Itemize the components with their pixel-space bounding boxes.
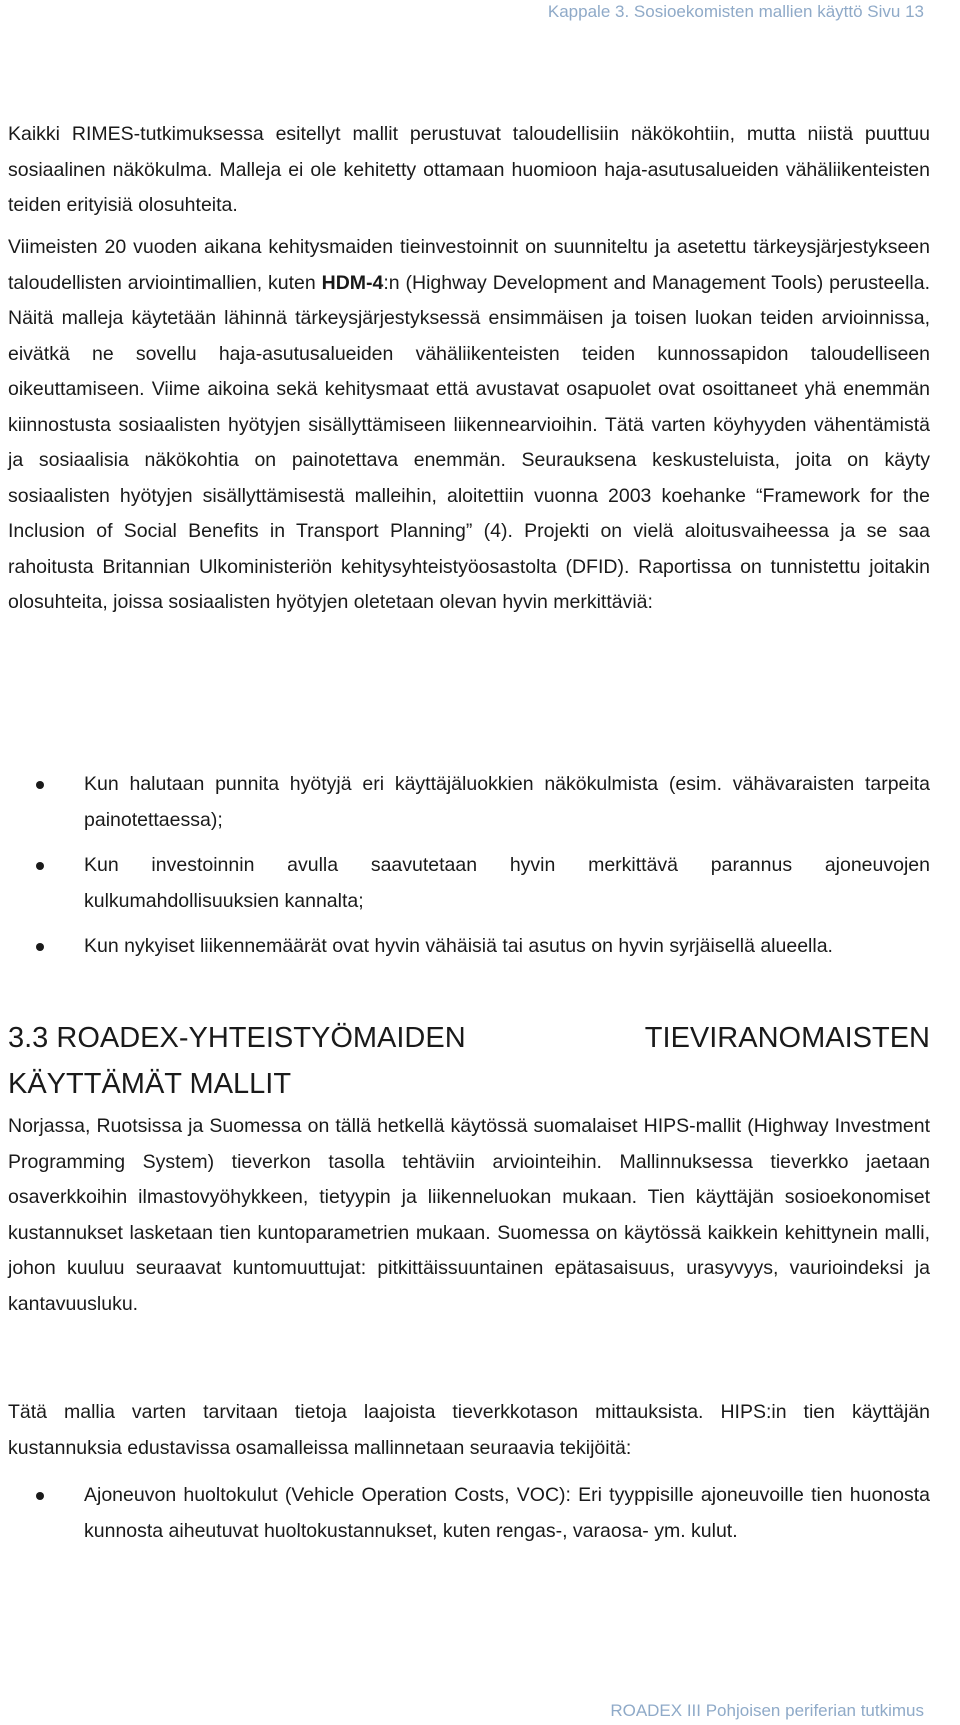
section-heading-part: TIEVIRANOMAISTEN xyxy=(644,1022,930,1054)
list-item: Ajoneuvon huoltokulut (Vehicle Operation Costs, VOC): Eri tyyppisille ajoneuvoille tien huonosta kunnosta aiheutuvat huoltokustannukset, kuten rengas-, varaosa- ym. kulut. xyxy=(8,1478,930,1549)
bullet-icon xyxy=(36,862,44,870)
running-header: Kappale 3. Sosioekomisten mallien käyttö Sivu 13 xyxy=(547,2,924,21)
paragraph-text-after: :n (Highway Development and Management Tools) perusteella. Näitä malleja käytetään lähinnä tärkeysjärjestyksessä ensimmäisen ja toisen luokan teiden arvioinnissa, eivätkä ne sovellu haja-asutusalueiden vähäliikenteisten teiden kunnossapidon taloudelliseen oikeuttamiseen. Viime aikoina sekä kehitysmaat että avustavat osapuolet ovat osoittaneet yhä enemmän kiinnostusta sosiaalisten hyötyjen sisällyttämiseen liikennearvioihin. Tätä varten köyhyyden vähentämistä ja sosiaalisia näkökohtia on painotettava enemmän. Seurauksena keskusteluista, joita on käyty sosiaalisten hyötyjen sisällyttämisestä malleihin, aloitettiin vuonna 2003 koehanke “Framework for the Inclusion of Social Benefits in Transport Planning” (4). Projekti on vielä aloitusvaiheessa ja se saa rahoitusta Britannian Ulkoministeriön kehitysyhteistyöosastolta (DFID). Raportissa on tunnistettu joitakin olosuhteita, joissa sosiaalisten hyötyjen oletetaan olevan hyvin merkittäviä: xyxy=(8,271,930,613)
paragraph-hips xyxy=(8,1109,930,1322)
bullet-icon xyxy=(36,1492,44,1500)
bullet-list-cost-factors xyxy=(8,1478,930,1559)
hdm4-term: HDM-4 xyxy=(321,271,384,294)
list-item: Kun investoinnin avulla saavutetaan hyvin merkittävä parannus ajoneuvojen kulkumahdollisuuksien kannalta; xyxy=(8,848,930,919)
paragraph-hdm4 xyxy=(8,230,930,621)
bullet-icon xyxy=(36,943,44,951)
section-heading-part: 3.3 ROADEX-YHTEISTYÖMAIDEN xyxy=(8,1022,466,1054)
section-heading-line2: KÄYTTÄMÄT MALLIT xyxy=(8,1068,292,1100)
paragraph-text-before: Viimeisten 20 vuoden aikana kehitysmaiden tieinvestoinnit on suunniteltu ja asetettu tärkeysjärjestykseen taloudellisten arviointimallien, kuten xyxy=(8,236,930,294)
running-footer: ROADEX III Pohjoisen periferian tutkimus xyxy=(610,1701,924,1720)
list-item: Kun halutaan punnita hyötyjä eri käyttäjäluokkien näkökulmista (esim. vähävaraisten tarpeita painotettaessa); xyxy=(8,767,930,838)
paragraph-text xyxy=(8,230,930,621)
paragraph-text: Norjassa, Ruotsissa ja Suomessa on tällä hetkellä käytössä suomalaiset HIPS-mallit (Highway Investment Programming System) tieverkon tasolla tehtäviin arviointeihin. Mallinnuksessa tieverkko jaetaan osaverkkoihin ilmastovyöhykkeen, tietyypin ja liikenneluokan mukaan. Tien käyttäjän sosioekonomiset kustannukset lasketaan tien kuntoparametrien mukaan. Suomessa on käytössä kaikkein kehittynein malli, johon kuuluu seuraavat kuntomuuttujat: pitkittäissuuntainen epätasaisuus, urasyvyys, vaurioindeksi ja kantavuusluku. xyxy=(8,1115,930,1315)
bullet-list-social-benefits xyxy=(8,767,930,975)
section-heading-line1 xyxy=(8,1015,930,1061)
paragraph-text: Kaikki RIMES-tutkimuksessa esitellyt mallit perustuvat taloudellisiin näkökohtiin, mutta niistä puuttuu sosiaalinen näkökulma. Malleja ei ole kehitetty ottamaan huomioon haja-asutusalueiden vähäliikenteisten teiden erityisiä olosuhteita. xyxy=(8,123,930,216)
list-item: Kun nykyiset liikennemäärät ovat hyvin vähäisiä tai asutus on hyvin syrjäisellä alueella. xyxy=(8,929,930,965)
section-heading xyxy=(8,1015,930,1107)
bullet-icon xyxy=(36,781,44,789)
paragraph-hips-costs xyxy=(8,1395,930,1466)
paragraph-text: Tätä mallia varten tarvitaan tietoja laajoista tieverkkotason mittauksista. HIPS:in tien käyttäjän kustannuksia edustavissa osamalleissa mallinnetaan seuraavia tekijöitä: xyxy=(8,1401,930,1459)
paragraph-intro xyxy=(8,117,930,224)
